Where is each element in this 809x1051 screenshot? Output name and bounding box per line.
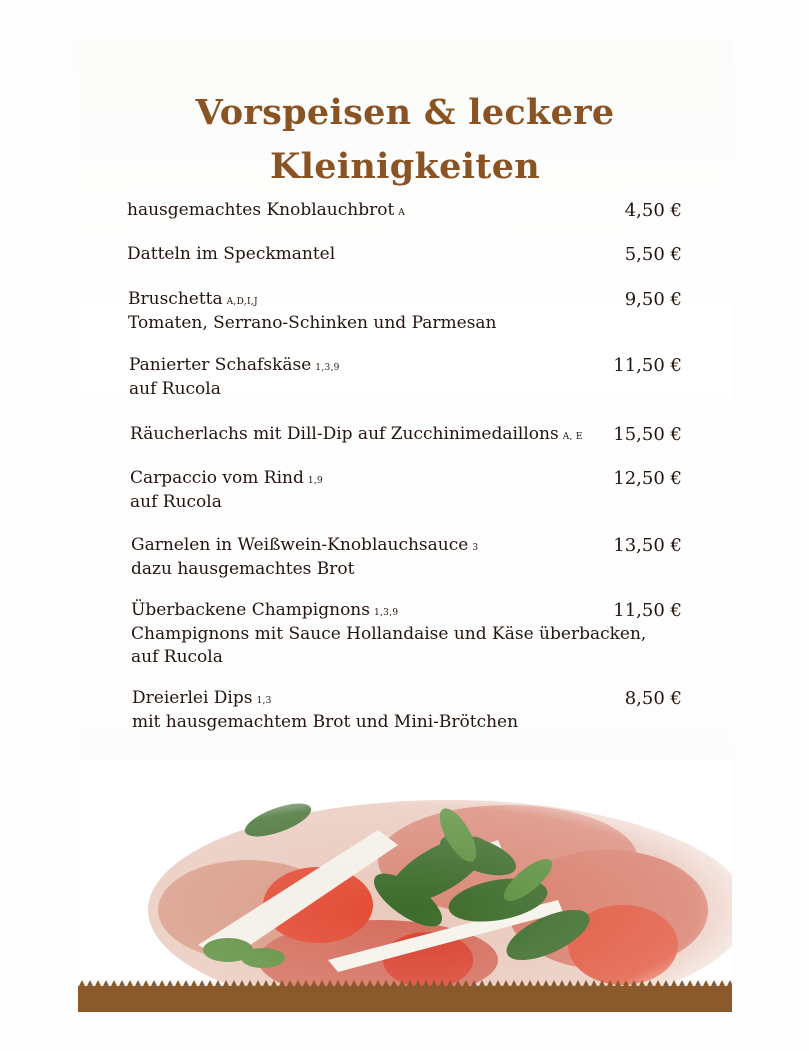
page-title-line-2: Kleinigkeiten <box>269 146 541 187</box>
menu-item-description-line-2: auf Rucola <box>131 647 223 667</box>
menu-item-price: 4,50 € <box>624 200 682 221</box>
allergen-codes: A,D,I,J <box>226 297 258 307</box>
allergen-codes: 1,3 <box>256 696 272 706</box>
menu-item-price: 13,50 € <box>613 535 682 556</box>
allergen-codes: 1,3,9 <box>373 608 399 618</box>
carpaccio-photo <box>78 760 732 990</box>
menu-item-price: 11,50 € <box>613 355 682 376</box>
menu-item-name: Überbackene Champignons 1,3,9 <box>131 600 399 620</box>
menu-item-price: 11,50 € <box>613 600 682 621</box>
page-title-line-1: Vorspeisen & leckere <box>195 92 615 133</box>
footer-band <box>78 986 732 1012</box>
menu-item-name: Garnelen in Weißwein-Knoblauchsauce 3 <box>131 535 479 555</box>
menu-item-price: 9,50 € <box>624 289 682 310</box>
menu-item-name: Carpaccio vom Rind 1,9 <box>130 468 324 488</box>
menu-item-description: Champignons mit Sauce Hollandaise und Käse überbacken, <box>131 624 647 644</box>
allergen-codes: 1,3,9 <box>315 363 340 373</box>
menu-item-description: auf Rucola <box>129 379 221 399</box>
menu-item-price: 12,50 € <box>613 468 682 489</box>
menu-item-description: dazu hausgemachtes Brot <box>131 559 355 579</box>
menu-item-description: mit hausgemachtem Brot und Mini-Brötchen <box>132 712 519 732</box>
menu-item-name: Panierter Schafskäse 1,3,9 <box>129 355 340 375</box>
allergen-codes: 3 <box>472 543 479 553</box>
menu-item-name: Datteln im Speckmantel <box>127 244 336 264</box>
allergen-codes: A, E <box>562 432 583 442</box>
allergen-codes: A <box>398 208 406 218</box>
allergen-codes: 1,9 <box>307 476 324 486</box>
menu-item-price: 8,50 € <box>624 688 682 709</box>
menu-item-name: hausgemachtes Knoblauchbrot A <box>127 200 406 220</box>
menu-item-name: Bruschetta A,D,I,J <box>128 289 258 309</box>
menu-item-description: auf Rucola <box>130 492 222 512</box>
menu-item-description: Tomaten, Serrano-Schinken und Parmesan <box>128 313 497 333</box>
menu-item-price: 5,50 € <box>624 244 682 265</box>
menu-item-price: 15,50 € <box>613 424 682 445</box>
menu-item-name: Räucherlachs mit Dill-Dip auf Zucchinimedaillons A, E <box>130 424 583 444</box>
menu-item-name: Dreierlei Dips 1,3 <box>132 688 272 708</box>
